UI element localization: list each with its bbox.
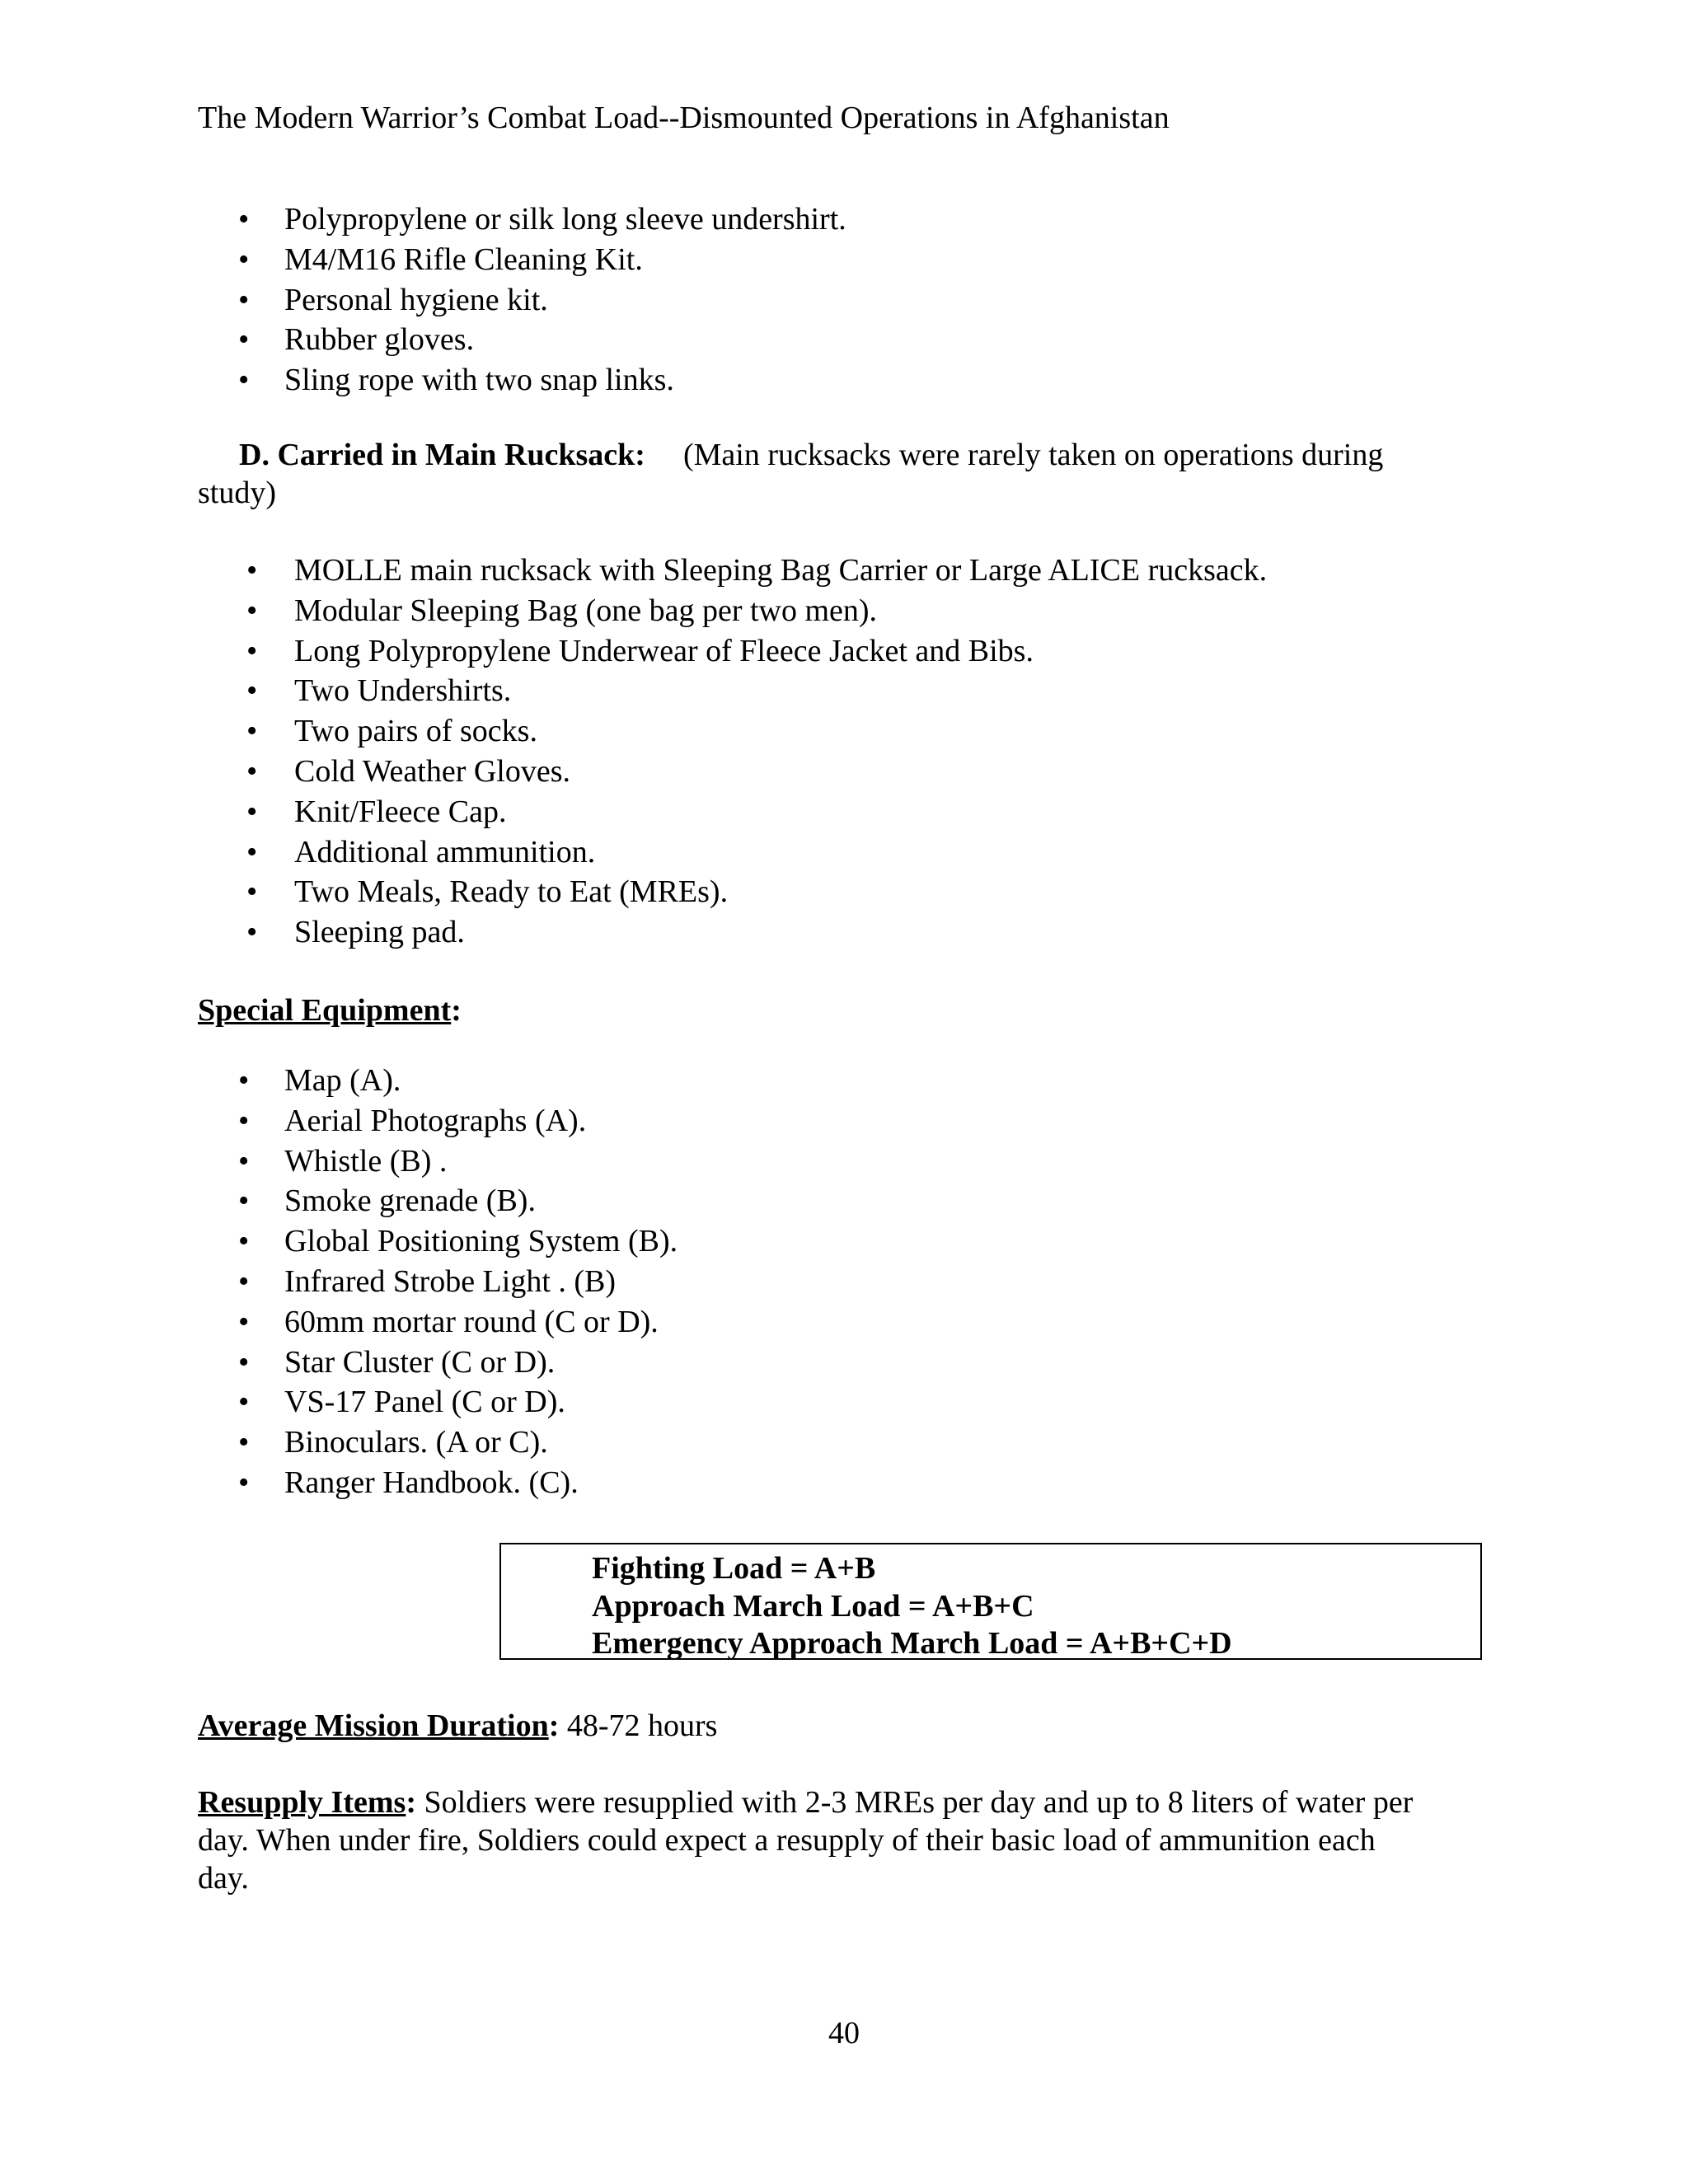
resupply-paragraph-line: day. When under fire, Soldiers could expect a resupply of their basic load of ammunition each — [198, 1823, 1376, 1858]
list-item: • VS-17 Panel (C or D). — [198, 1382, 678, 1422]
bullet: • — [238, 363, 250, 398]
list-item: • 60mm mortar round (C or D). — [198, 1302, 678, 1343]
section-d-note: (Main rucksacks were rarely taken on operations during — [682, 438, 1384, 472]
list-item: • Ranger Handbook. (C). — [198, 1463, 678, 1503]
bullet: • — [246, 673, 258, 709]
bullet: • — [238, 1224, 250, 1259]
running-header: The Modern Warrior’s Combat Load--Dismounted Operations in Afghanistan — [198, 101, 1170, 135]
bullet: • — [246, 633, 258, 668]
list-item: • Aerial Photographs (A). — [198, 1101, 678, 1141]
section-d-note-continued: study) — [198, 476, 276, 510]
bullet: • — [246, 593, 258, 628]
bullet: • — [238, 1344, 250, 1380]
bullet: • — [246, 915, 258, 950]
approach-march-load-line: Approach March Load = A+B+C — [592, 1589, 1034, 1624]
list-item: • MOLLE main rucksack with Sleeping Bag Carrier or Large ALICE rucksack. — [198, 551, 1267, 591]
list-item: • Star Cluster (C or D). — [198, 1343, 678, 1383]
bullet: • — [238, 1183, 250, 1219]
list-item: • Cold Weather Gloves. — [198, 752, 1267, 792]
bullet: • — [238, 1385, 250, 1420]
list-item: • Knit/Fleece Cap. — [198, 792, 1267, 832]
bullet: • — [238, 1103, 250, 1138]
section-d-heading: D. Carried in Main Rucksack: — [239, 438, 645, 472]
special-equipment-list — [198, 1061, 678, 1503]
list-item: • Infrared Strobe Light . (B) — [198, 1262, 678, 1302]
emergency-approach-march-load-line: Emergency Approach March Load = A+B+C+D — [592, 1626, 1232, 1661]
carried-items-list — [198, 199, 846, 401]
bullet: • — [238, 1143, 250, 1179]
list-item: • Long Polypropylene Underwear of Fleece Jacket and Bibs. — [198, 631, 1267, 672]
list-item: • Personal hygiene kit. — [198, 280, 846, 321]
list-item: • Rubber gloves. — [198, 320, 846, 360]
list-item: • Global Positioning System (B). — [198, 1221, 678, 1262]
mission-duration: Average Mission Duration: 48-72 hours — [198, 1708, 718, 1743]
bullet: • — [238, 1425, 250, 1460]
list-item: • M4/M16 Rifle Cleaning Kit. — [198, 240, 846, 280]
bullet: • — [246, 714, 258, 749]
bullet: • — [246, 834, 258, 869]
mission-duration-label: Average Mission Duration — [198, 1708, 549, 1743]
bullet: • — [238, 1263, 250, 1299]
special-equipment-heading: Special Equipment — [198, 993, 452, 1028]
list-item: • Polypropylene or silk long sleeve undershirt. — [198, 199, 846, 240]
bullet: • — [238, 1063, 250, 1098]
list-item: • Two pairs of socks. — [198, 711, 1267, 752]
special-equipment-heading-line: Special Equipment: — [198, 993, 462, 1028]
load-definitions-box — [499, 1543, 1482, 1660]
resupply-paragraph-line: day. — [198, 1861, 249, 1896]
bullet: • — [246, 553, 258, 588]
bullet: • — [238, 322, 250, 358]
list-item: • Smoke grenade (B). — [198, 1181, 678, 1221]
list-item: • Two Undershirts. — [198, 671, 1267, 711]
mission-duration-value: 48-72 hours — [559, 1708, 718, 1743]
main-rucksack-list — [198, 551, 1267, 953]
list-item: • Additional ammunition. — [198, 832, 1267, 873]
fighting-load-line: Fighting Load = A+B — [592, 1551, 876, 1586]
list-item: • Binoculars. (A or C). — [198, 1422, 678, 1463]
list-item: • Map (A). — [198, 1061, 678, 1101]
section-d-heading-line — [239, 435, 1383, 475]
bullet: • — [238, 1304, 250, 1339]
list-item: • Modular Sleeping Bag (one bag per two men). — [198, 591, 1267, 631]
bullet: • — [246, 794, 258, 829]
page-number: 40 — [828, 2016, 860, 2050]
list-item: • Two Meals, Ready to Eat (MREs). — [198, 872, 1267, 912]
bullet: • — [238, 241, 250, 277]
bullet: • — [238, 282, 250, 317]
list-item: • Sleeping pad. — [198, 912, 1267, 953]
bullet: • — [238, 1465, 250, 1500]
list-item: • Sling rope with two snap links. — [198, 360, 846, 401]
bullet: • — [246, 874, 258, 910]
resupply-label: Resupply Items — [198, 1785, 406, 1820]
bullet: • — [246, 753, 258, 789]
bullet: • — [238, 202, 250, 237]
resupply-paragraph-line: Resupply Items: Soldiers were resupplied with 2-3 MREs per day and up to 8 liters of water per — [198, 1785, 1414, 1820]
list-item: • Whistle (B) . — [198, 1141, 678, 1182]
